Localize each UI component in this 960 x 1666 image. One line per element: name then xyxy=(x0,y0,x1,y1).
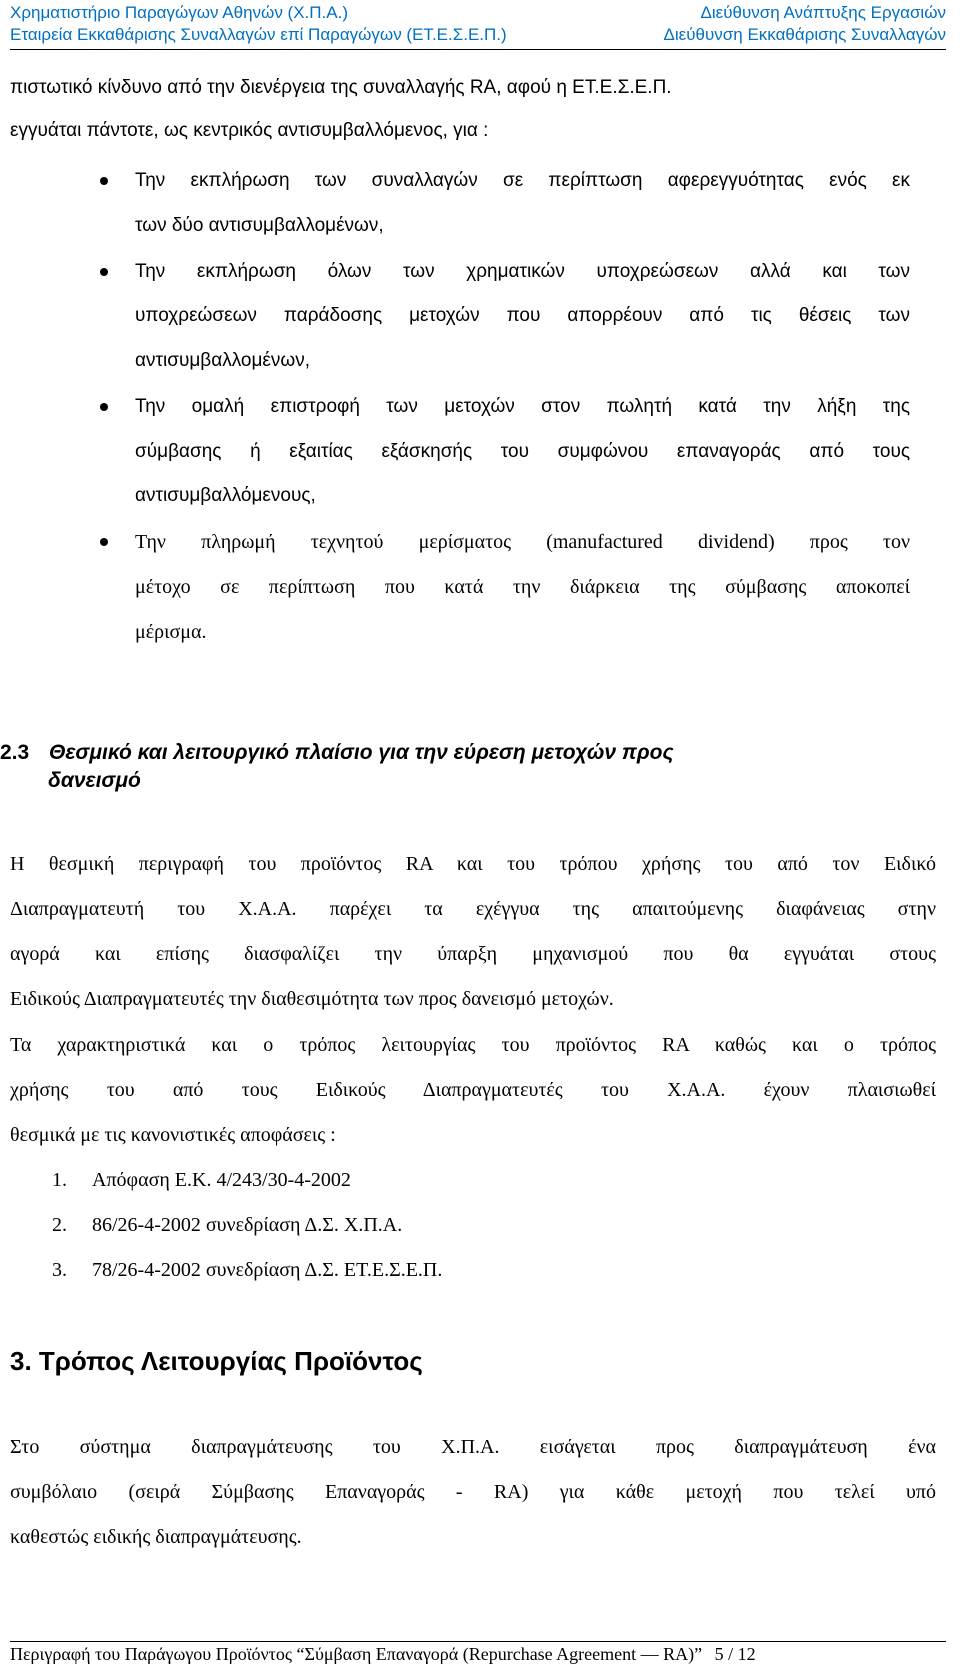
section-2-3-number: 2.3 xyxy=(0,741,30,764)
list-item-2-number: 2. xyxy=(52,1214,67,1236)
section-2-3-title-line-2: δανεισμό xyxy=(48,769,141,792)
list-item-3-number: 3. xyxy=(52,1259,67,1281)
bullet-4-line-1: Την πληρωμή τεχνητού μερίσματος (manufactured dividend) προς τον xyxy=(135,531,910,553)
header-divider xyxy=(10,49,946,50)
section-3-line-3: καθεστώς ειδικής διαπραγμάτευσης. xyxy=(10,1526,302,1548)
bullet-4-line-2: μέτοχο σε περίπτωση που κατά την διάρκεια της σύμβασης αποκοπεί xyxy=(135,576,910,598)
bullet-4-line-3: μέρισμα. xyxy=(135,621,207,643)
intro-line-2: εγγυάται πάντοτε, ως κεντρικός αντισυμβαλλόμενος, για : xyxy=(10,120,489,141)
page-header xyxy=(10,2,946,46)
header-row-1 xyxy=(10,2,946,24)
bullet-3-line-2: σύμβασης ή εξαιτίας εξάσκησής του συμφώνου επαναγοράς από τους xyxy=(135,441,910,462)
bullet-2-line-2: υποχρεώσεων παράδοσης μετοχών που απορρέουν από τις θέσεις των xyxy=(135,305,910,326)
bullet-dot-icon xyxy=(100,268,108,276)
section-2-3-heading xyxy=(0,739,674,795)
list-item-1-text: Απόφαση Ε.Κ. 4/243/30-4-2002 xyxy=(92,1169,351,1191)
bullet-2-line-1: Την εκπλήρωση όλων των χρηματικών υποχρεώσεων αλλά και των xyxy=(135,261,910,282)
bullet-dot-icon xyxy=(100,538,108,546)
section-3-heading: 3. Τρόπος Λειτουργίας Προϊόντος xyxy=(10,1346,423,1376)
para-1-line-1: Η θεσμική περιγραφή του προϊόντος RA και του τρόπου χρήσης του από τον Ειδικό xyxy=(10,853,936,875)
header-organization: Χρηματιστήριο Παραγώγων Αθηνών (Χ.Π.Α.) xyxy=(10,3,348,22)
para-2-line-3: θεσμικά με τις κανονιστικές αποφάσεις : xyxy=(10,1124,336,1146)
bullet-3-line-1: Την ομαλή επιστροφή των μετοχών στον πωλητή κατά την λήξη της xyxy=(135,396,910,417)
para-2-line-2: χρήσης του από τους Ειδικούς Διαπραγματευτές του Χ.Α.Α. έχουν πλαισιωθεί xyxy=(10,1079,936,1101)
section-3-line-2: συμβόλαιο (σειρά Σύμβασης Επαναγοράς - RA) για κάθε μετοχή που τελεί υπό xyxy=(10,1481,936,1503)
page-number: 5 / 12 xyxy=(714,1644,756,1664)
section-2-3-title-line-1: Θεσμικό και λειτουργικό πλαίσιο για την εύρεση μετοχών προς xyxy=(49,741,674,764)
header-row-2 xyxy=(10,24,946,46)
list-item-3-text: 78/26-4-2002 συνεδρίαση Δ.Σ. ΕΤ.Ε.Σ.Ε.Π. xyxy=(92,1259,443,1281)
para-1-line-2: Διαπραγματευτή του Χ.Α.Α. παρέχει τα εχέγγυα της απαιτούμενης διαφάνειας στην xyxy=(10,898,936,920)
list-item-2-text: 86/26-4-2002 συνεδρίαση Δ.Σ. Χ.Π.Α. xyxy=(92,1214,403,1236)
section-3-line-1: Στο σύστημα διαπραγμάτευσης του Χ.Π.Α. εισάγεται προς διαπραγμάτευση ένα xyxy=(10,1436,936,1458)
header-clearing-house: Εταιρεία Εκκαθάρισης Συναλλαγών επί Παραγώγων (ΕΤ.Ε.Σ.Ε.Π.) xyxy=(10,25,507,44)
bullet-dot-icon xyxy=(100,403,108,411)
intro-line-1: πιστωτικό κίνδυνο από την διενέργεια της συναλλαγής RA, αφού η ΕΤ.Ε.Σ.Ε.Π. xyxy=(10,77,672,98)
header-clearing-department: Διεύθυνση Εκκαθάρισης Συναλλαγών xyxy=(663,25,946,44)
footer-document-title: Περιγραφή του Παράγωγου Προϊόντος “Σύμβαση Επαναγορά (Repurchase Agreement — RA)” xyxy=(10,1644,703,1664)
page-footer xyxy=(10,1644,756,1664)
para-1-line-4: Ειδικούς Διαπραγματευτές την διαθεσιμότητα των προς δανεισμό μετοχών. xyxy=(10,988,614,1010)
list-item-1-number: 1. xyxy=(52,1169,67,1191)
para-1-line-3: αγορά και επίσης διασφαλίζει την ύπαρξη μηχανισμού που θα εγγυάται στους xyxy=(10,943,936,965)
header-department: Διεύθυνση Ανάπτυξης Εργασιών xyxy=(700,3,946,22)
bullet-2-line-3: αντισυμβαλλομένων, xyxy=(135,350,310,371)
bullet-3-line-3: αντισυμβαλλόμενους, xyxy=(135,485,316,506)
bullet-dot-icon xyxy=(100,177,108,185)
bullet-1-line-2: των δύο αντισυμβαλλομένων, xyxy=(135,215,384,236)
footer-divider xyxy=(10,1641,946,1642)
bullet-1-line-1: Την εκπλήρωση των συναλλαγών σε περίπτωση αφερεγγυότητας ενός εκ xyxy=(135,170,910,191)
para-2-line-1: Τα χαρακτηριστικά και ο τρόπος λειτουργίας του προϊόντος RA καθώς και ο τρόπος xyxy=(10,1034,936,1056)
